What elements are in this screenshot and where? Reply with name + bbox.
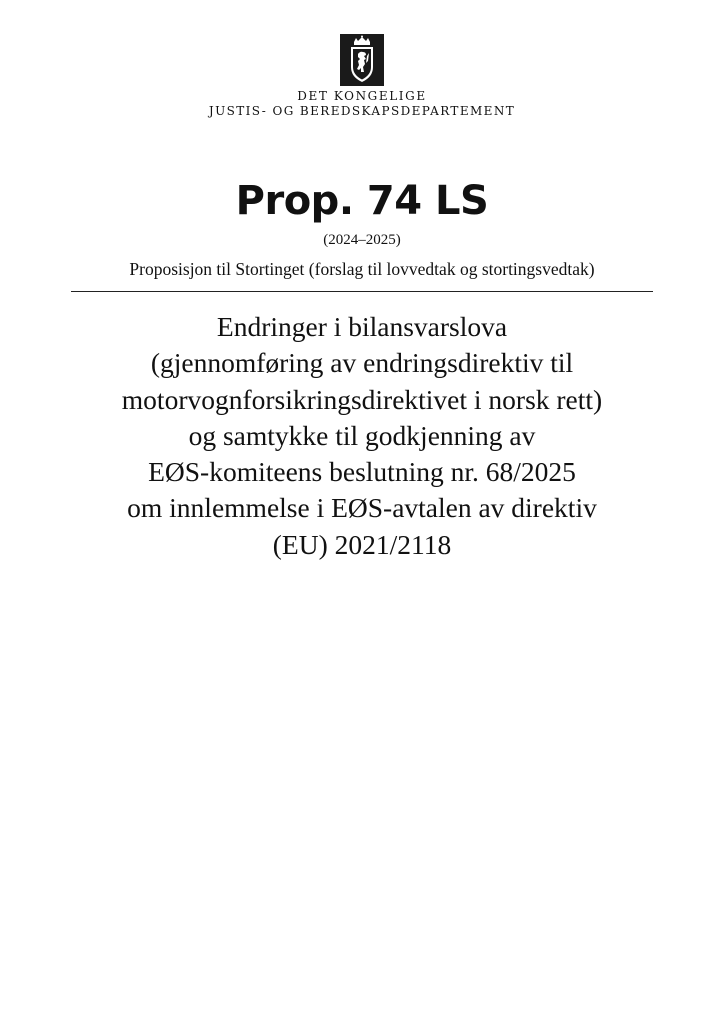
title-line: (EU) 2021/2118 [272,528,452,560]
proposition-number: Prop. 74 LS [235,178,489,224]
title-line: (gjennomføring av endringsdirektiv til [150,347,574,379]
title-line: Endringer i bilansvarslova [216,311,508,342]
proposition-type: Proposisjon til Stortinget (forslag til lovvedtak og stortingsvedtak) [129,259,595,279]
title-line: om innlemmelse i EØS-avtalen av direktiv [127,492,597,524]
department-name-line1: DET KONGELIGE [297,89,427,103]
title-line: EØS-komiteens beslutning nr. 68/2025 [148,456,576,488]
logo [0,34,724,91]
department-name-line2: JUSTIS- OG BEREDSKAPSDEPARTEMENT [208,104,516,118]
document-title [62,309,662,563]
title-line: motorvognforsikringsdirektivet i norsk rett) [121,383,603,415]
divider [71,291,653,292]
session-years: (2024–2025) [323,232,401,248]
norwegian-coat-of-arms-icon [340,34,384,86]
title-line: og samtykke til godkjenning av [188,419,536,451]
